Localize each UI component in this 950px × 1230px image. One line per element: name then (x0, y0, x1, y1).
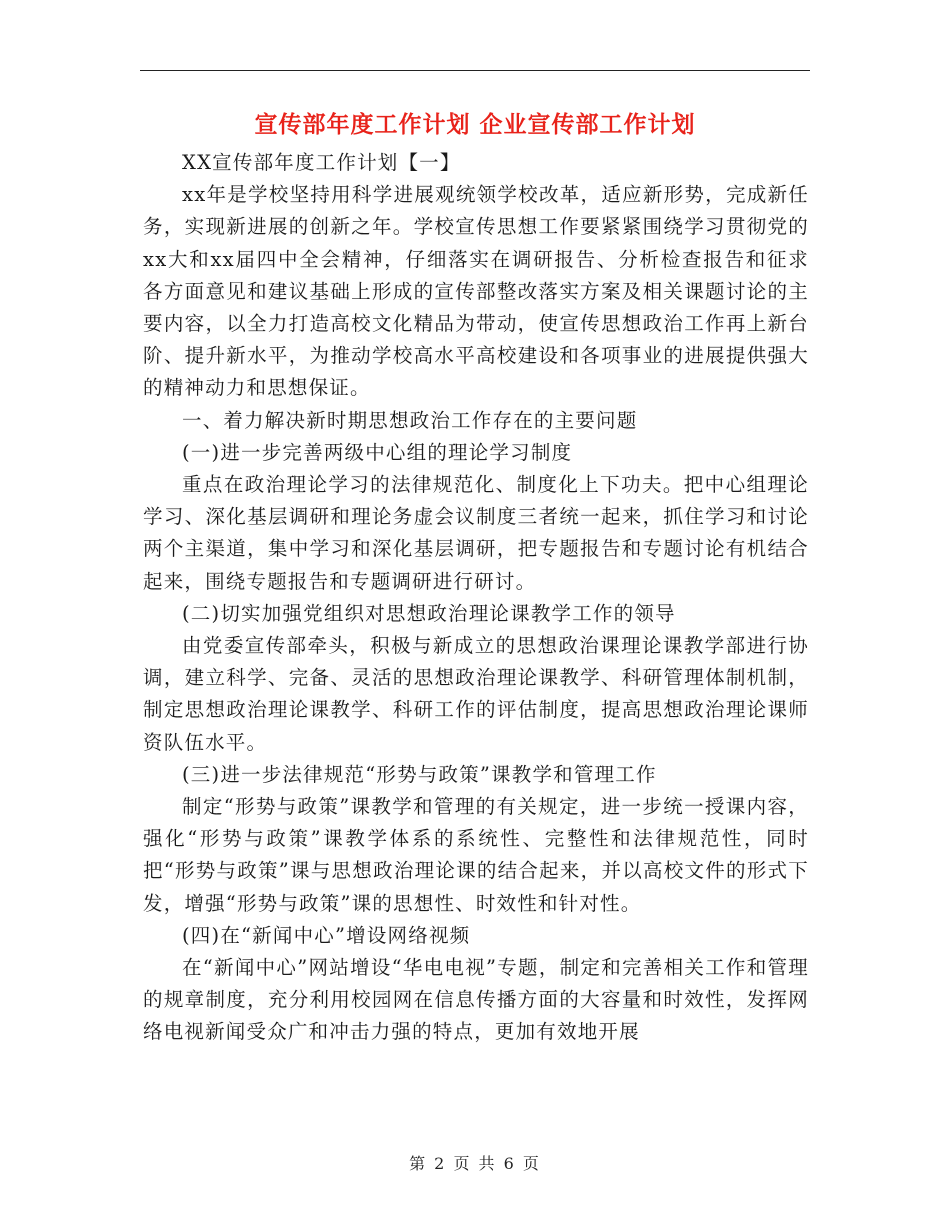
header-rule (140, 70, 810, 71)
subsection-heading: (三)进一步法律规范“形势与政策”课教学和管理工作 (182, 762, 657, 786)
body-paragraph: 由党委宣传部牵头，积极与新成立的思想政治课理论课教学部进行协调，建立科学、完备、灵活的思想政治理论课教学、科研管理体制机制，制定思想政治理论课教学、科研工作的评估制度，提高思想政治理论课师资队伍水平。 (143, 634, 809, 754)
subsection-heading: (四)在“新闻中心”增设网络视频 (182, 923, 471, 947)
body-paragraph: 在“新闻中心”网站增设“华电电视”专题，制定和完善相关工作和管理的规章制度，充分利用校园网在信息传播方面的大容量和时效性，发挥网络电视新闻受众广和冲击力强的特点，更加有效地开展 (143, 956, 809, 1044)
body-paragraph: xx年是学校坚持用科学进展观统领学校改革，适应新形势，完成新任务，实现新进展的创新之年。学校宣传思想工作要紧紧围绕学习贯彻党的xx大和xx届四中全会精神，仔细落实在调研报告、分析检查报告和征求各方面意见和建议基础上形成的宣传部整改落实方案及相关课题讨论的主要内容，以全力打造高校文化精品为带动，使宣传思想政治工作再上新台阶、提升新水平，为推动学校高水平高校建设和各项事业的进展提供强大的精神动力和思想保证。 (143, 183, 809, 400)
document-body (143, 147, 809, 1049)
body-paragraph: 重点在政治理论学习的法律规范化、制度化上下功夫。把中心组理论学习、深化基层调研和理论务虚会议制度三者统一起来，抓住学习和讨论两个主渠道，集中学习和深化基层调研，把专题报告和专题讨论有机结合起来，围绕专题报告和专题调研进行研讨。 (143, 473, 809, 593)
subsection-heading: (二)切实加强党组织对思想政治理论课教学工作的领导 (182, 601, 676, 625)
section-heading: XX宣传部年度工作计划【一】 (182, 151, 461, 174)
body-paragraph: 制定“形势与政策”课教学和管理的有关规定，进一步统一授课内容，强化“形势与政策”课教学体系的系统性、完整性和法律规范性，同时把“形势与政策”课与思想政治理论课的结合起来，并以高校文件的形式下发，增强“形势与政策”课的思想性、时效性和针对性。 (143, 795, 809, 915)
subsection-heading: (一)进一步完善两级中心组的理论学习制度 (182, 440, 573, 464)
section-heading: 一、着力解决新时期思想政治工作存在的主要问题 (182, 408, 638, 432)
document-title: 宣传部年度工作计划 企业宣传部工作计划 (254, 112, 696, 138)
page-number-footer: 第 2 页 共 6 页 (409, 1154, 541, 1173)
